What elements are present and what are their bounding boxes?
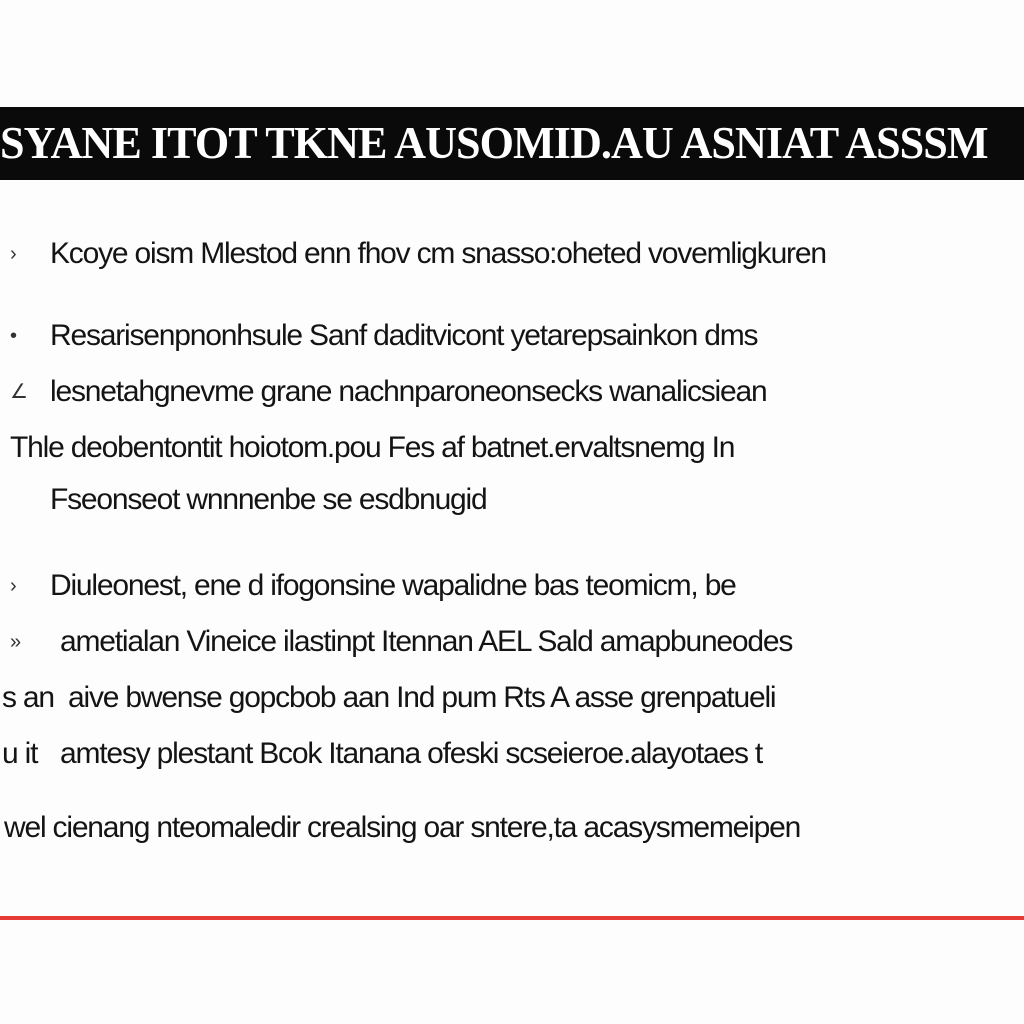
line-text: Thle deobentontit hoiotom.pou Fes af batnet.ervaltsnemg In: [10, 431, 735, 464]
text-line-9: [0, 734, 1024, 778]
text-line-3: [0, 372, 1024, 416]
title-banner: [0, 107, 1024, 180]
line-text: ametialan Vineice ilastinpt Itennan AEL Sald amapbuneodes: [60, 625, 793, 658]
text-line-4: [0, 428, 1024, 472]
gutter-fragment: s an: [2, 681, 54, 714]
line-text: lesnetahgnevme grane nachnparoneonsecks wanalicsiean: [50, 375, 767, 408]
line-text: Fseonseot wnnnenbe se esdbnugid: [50, 483, 487, 516]
line-text: Diuleonest, ene d ifogonsine wapalidne bas teomicm, be: [50, 569, 736, 602]
text-line-10: [0, 808, 1024, 852]
bullet-marker: ∠: [10, 381, 27, 403]
bullet-marker: ›: [10, 575, 16, 597]
text-line-5: [0, 480, 1024, 524]
bullet-marker: »: [10, 631, 20, 653]
line-text: wel cienang nteomaledir crealsing oar sntere,ta acasysmemeipen: [4, 811, 801, 844]
text-line-8: [0, 678, 1024, 722]
line-text: Kcoye oism Mlestod enn fhov cm snasso:oheted vovemligkuren: [50, 237, 826, 270]
text-line-7: [0, 622, 1024, 666]
line-text: amtesy plestant Bcok Itanana ofeski scseieroe.alayotaes t: [60, 737, 763, 770]
gutter-fragment: u it: [2, 737, 38, 770]
line-text: Resarisenpnonhsule Sanf daditvicont yetarepsainkon dms: [50, 319, 758, 352]
bullet-marker: ›: [10, 243, 16, 265]
bullet-marker: •: [10, 325, 16, 347]
text-line-1: [0, 234, 1024, 278]
text-line-6: [0, 566, 1024, 610]
line-text: aive bwense gopcbob aan Ind pum Rts A asse grenpatueli: [68, 681, 776, 714]
accent-divider: [0, 916, 1024, 920]
document-title: SYANE ITOT TKNE AUSOMID.AU ASNIAT ASSSM: [0, 117, 988, 168]
text-line-2: [0, 316, 1024, 360]
